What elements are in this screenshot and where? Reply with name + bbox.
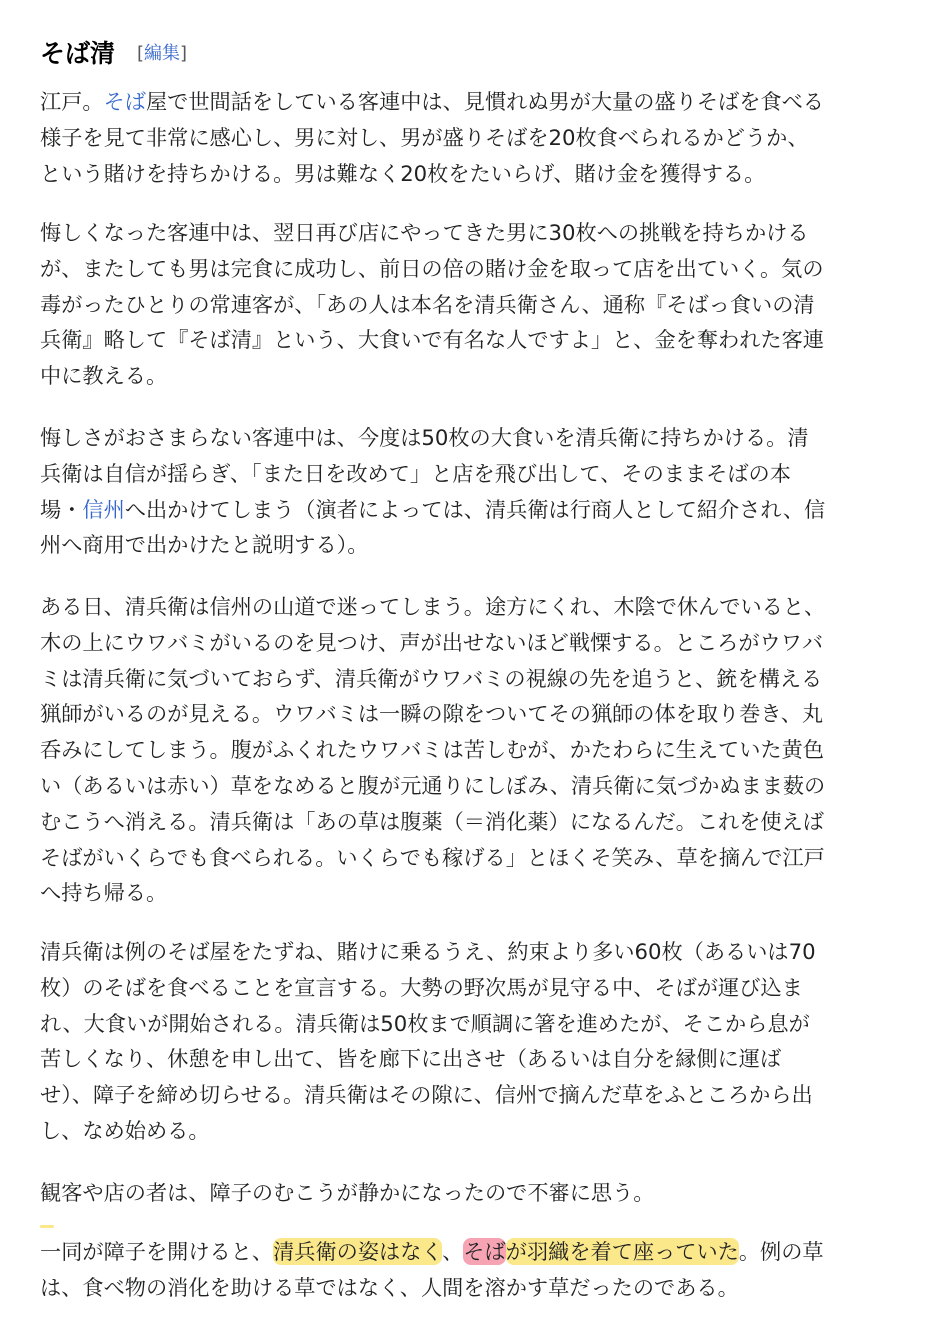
text-line: 毒がったひとりの常連客が、「あの人は本名を清兵衛さん、通称『そばっ食いの清 [40,291,815,317]
text-line: という賭けを持ちかける。男は難なく20枚をたいらげ、賭け金を獲得する。 [40,160,766,186]
text-line: が、またしても男は完食に成功し、前日の倍の賭け金を取って店を出ていく。気の [40,255,824,281]
text-line: 州へ商用で出かけたと説明する）。 [40,532,369,558]
text-line: 兵衛は自信が揺らぎ、「また日を改めて」と店を飛び出して、そのままそばの本 [40,460,791,486]
text-line: 観客や店の者は、障子のむこうが静かになったので不審に思う。 [40,1180,655,1205]
text-run: 江戸。 [40,89,104,114]
section-title: そば清 [40,39,116,68]
text-line: 悔しくなった客連中は、翌日再び店にやってきた男に30枚への挑戦を持ちかける [40,220,809,245]
text-run: へ出かけてしまう（演者によっては、清兵衛は行商人として紹介され、信 [124,496,826,522]
text-line: は、食べ物の消化を助ける草ではなく、人間を溶かす草だったのである。 [40,1274,739,1300]
text-line: 猟師がいるのが見える。ウワバミは一瞬の隙をついてその猟師の体を取り巻き、丸 [40,701,824,727]
text-run: 屋で世間話をしている客連中は、見慣れぬ男が大量の盛りそばを食べる [145,89,824,114]
paragraph-2 [40,215,898,394]
highlight-mark [40,1225,54,1228]
highlight-yellow: 清兵衛の姿はなく [273,1239,443,1264]
paragraph-7 [40,1234,898,1306]
shinshu-link[interactable]: 信州 [82,496,125,522]
soba-link[interactable]: そば [103,89,146,114]
paragraph-6 [40,1175,898,1211]
text-line: 呑みにしてしまう。腹がふくれたウワバミは苦しむが、かたわらに生えていた黄色 [40,737,824,763]
text-line: れ、大食いが開始される。清兵衛は50枚まで順調に箸を進めたが、そこから息が [40,1010,810,1036]
text-run: 一同が障子を開けると、 [40,1239,274,1264]
text-line: せ）、障子を締め切らせる。清兵衛はその隙に、信州で摘んだ草をふところから出 [40,1082,813,1108]
text-line: 兵衛』略して『そば清』という、大食いで有名な人ですよ」と、金を奪われた客連 [40,327,824,353]
text-run: 、 [442,1239,464,1264]
text-line: 清兵衛は例のそば屋をたずね、賭けに乗るうえ、約束より多い60枚（あるいは70 [40,939,816,964]
text-line: へ持ち帰る。 [40,880,168,906]
text-line: むこうへ消える。清兵衛は「あの草は腹薬（＝消化薬）になるんだ。これを使えば [40,808,824,834]
paragraph-1 [40,84,898,191]
text-line: し、なめ始める。 [40,1117,210,1143]
text-line: 様子を見て非常に感心し、男に対し、男が盛りそばを20枚食べられるかどうか、 [40,124,809,150]
text-line: ある日、清兵衛は信州の山道で迷ってしまう。途方にくれ、木陰で休んでいると、 [40,594,826,619]
text-line: 悔しさがおさまらない客連中は、今度は50枚の大食いを清兵衛に持ちかける。清 [40,425,809,450]
edit-bracket-open: [ [137,43,145,64]
edit-section-link [137,39,187,65]
edit-bracket-close: ] [180,43,188,64]
text-line [40,84,898,120]
text-line: そばがいくらでも食べられる。いくらでも稼げる」とほくそ笑み、草を摘んで江戸 [40,844,825,870]
highlight-pink: そば [463,1239,506,1264]
text-run: 場・ [40,496,83,522]
edit-link[interactable]: 編集 [144,43,181,64]
text-run: 。例の草 [738,1239,824,1264]
paragraph-3 [40,420,898,563]
paragraph-4 [40,589,898,911]
text-line: 中に教える。 [40,363,168,389]
text-line: 枚）のそばを食べることを宣言する。大勢の野次馬が見守る中、そばが運び込ま [40,974,803,1000]
section-heading [40,30,187,74]
text-line [40,492,898,528]
highlight-yellow: が羽織を着て座っていた [505,1239,739,1264]
paragraph-5 [40,934,898,1149]
text-line [40,1234,898,1270]
text-line: ミは清兵衛に気づいておらず、清兵衛がウワバミの視線の先を追うと、銃を構える [40,665,823,691]
text-line: 苦しくなり、休憩を申し出て、皆を廊下に出させ（あるいは自分を縁側に運ば [40,1046,782,1072]
text-line: 木の上にウワバミがいるのを見つけ、声が出せないほど戦慄する。ところがウワバ [40,629,824,655]
text-line: い（あるいは赤い）草をなめると腹が元通りにしぼみ、清兵衛に気づかぬまま薮の [40,772,826,798]
